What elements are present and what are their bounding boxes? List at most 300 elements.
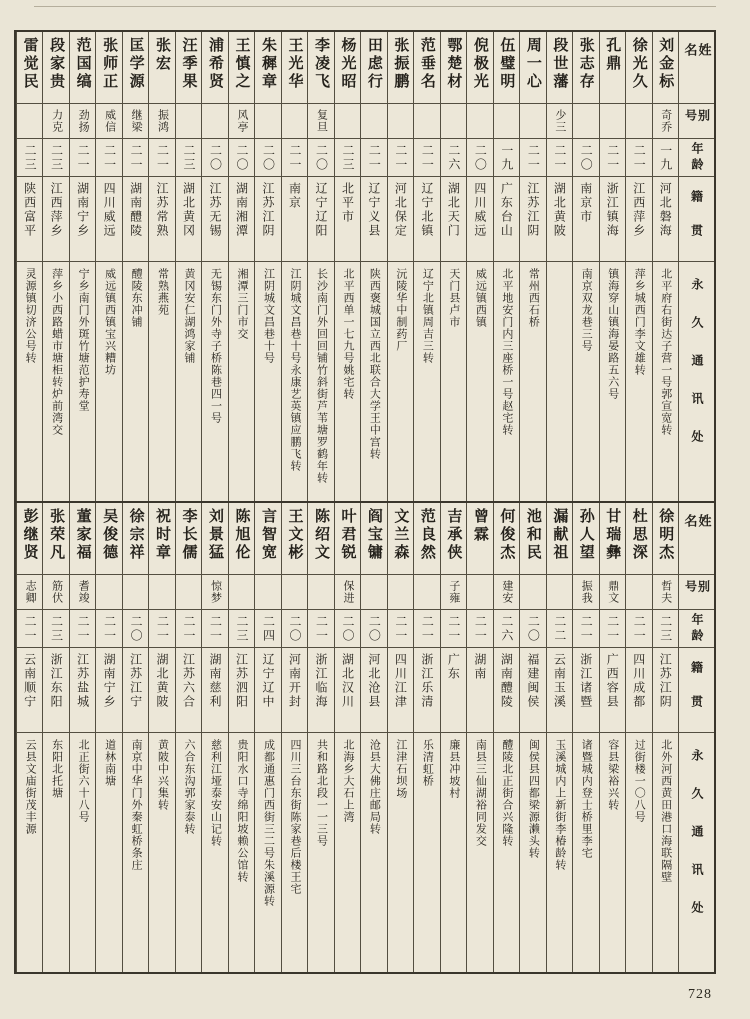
entry-age-text: 二三 bbox=[49, 143, 64, 172]
entry-column bbox=[254, 32, 280, 501]
entry-name-text: 何俊杰 bbox=[498, 508, 515, 562]
entry-age-text: 二一 bbox=[393, 143, 408, 172]
entry-cell-name bbox=[176, 503, 201, 575]
entry-name-text: 孙人望 bbox=[577, 508, 594, 562]
entry-age-text: 二一 bbox=[420, 143, 435, 172]
entry-cell-alias bbox=[149, 104, 174, 139]
entry-alias-text: 复旦 bbox=[315, 109, 328, 133]
entry-age-text: 二一 bbox=[367, 143, 382, 172]
entry-address-text: 闽侯县四都梁源濑头转 bbox=[527, 739, 540, 859]
entry-age-text: 二〇 bbox=[261, 143, 276, 172]
entry-cell-alias bbox=[547, 104, 572, 139]
entry-age-text: 二一 bbox=[605, 614, 620, 643]
entry-age-text: 二一 bbox=[632, 143, 647, 172]
entry-cell-alias bbox=[202, 104, 227, 139]
entry-cell-age bbox=[70, 610, 95, 648]
entry-origin-text: 四川江津 bbox=[393, 653, 408, 709]
entry-name-text: 吉承侠 bbox=[445, 508, 462, 562]
entry-name-text: 张振鹏 bbox=[392, 37, 409, 91]
entry-alias-text: 保进 bbox=[341, 580, 354, 604]
entry-cell-name bbox=[441, 32, 466, 104]
entry-origin-text: 四川成都 bbox=[631, 653, 646, 709]
entry-cell-origin bbox=[308, 177, 333, 262]
entry-address-text: 天门县卢市 bbox=[447, 268, 460, 328]
entry-name-text: 董家福 bbox=[74, 508, 91, 562]
entry-cell-origin bbox=[388, 648, 413, 733]
entry-age-text: 二〇 bbox=[314, 143, 329, 172]
entry-name-text: 刘景猛 bbox=[207, 508, 224, 562]
entry-cell-alias bbox=[282, 104, 307, 139]
entry-address-text: 黄陂中兴集转 bbox=[156, 739, 169, 811]
entry-cell-age bbox=[441, 610, 466, 648]
entry-cell-name bbox=[573, 32, 598, 104]
entry-name-text: 张志存 bbox=[577, 37, 594, 91]
entry-cell-age bbox=[255, 139, 280, 177]
entry-cell-origin bbox=[361, 177, 386, 262]
entry-cell-name bbox=[388, 503, 413, 575]
entry-column bbox=[228, 32, 254, 501]
entry-cell-address bbox=[308, 733, 333, 972]
entry-cell-alias bbox=[43, 104, 68, 139]
entry-origin-text: 江西萍乡 bbox=[49, 182, 64, 238]
entry-cell-alias bbox=[653, 104, 678, 139]
header-label-alias: 别号 bbox=[683, 580, 711, 596]
entry-cell-alias bbox=[335, 104, 360, 139]
entry-name-text: 浦希贤 bbox=[207, 37, 224, 91]
entry-address-text: 北海乡大石上湾 bbox=[341, 739, 354, 823]
entry-cell-origin bbox=[123, 177, 148, 262]
entry-cell-alias bbox=[17, 104, 42, 139]
entry-age-text: 二一 bbox=[76, 143, 91, 172]
entry-cell-name bbox=[96, 32, 121, 104]
entry-age-text: 一九 bbox=[499, 143, 514, 172]
entry-cell-origin bbox=[414, 648, 439, 733]
entry-alias-text: 惊梦 bbox=[209, 580, 222, 604]
entry-age-text: 二一 bbox=[446, 614, 461, 643]
entry-cell-origin bbox=[494, 177, 519, 262]
entry-column bbox=[254, 503, 280, 972]
entry-cell-origin bbox=[70, 177, 95, 262]
entry-column bbox=[387, 503, 413, 972]
entry-cell-age bbox=[626, 610, 651, 648]
entry-name-text: 曾霖 bbox=[471, 508, 488, 544]
entry-column bbox=[493, 32, 519, 501]
entry-column bbox=[493, 503, 519, 972]
entry-name-text: 徐明杰 bbox=[657, 508, 674, 562]
entry-cell-alias bbox=[43, 575, 68, 610]
entry-cell-name bbox=[653, 503, 678, 575]
entry-cell-address bbox=[149, 733, 174, 972]
entry-origin-text: 湖北黄陂 bbox=[552, 182, 567, 238]
entry-origin-text: 广东台山 bbox=[499, 182, 514, 238]
entry-address-text: 辽宁北镇周吉三转 bbox=[421, 268, 434, 364]
entry-cell-age bbox=[467, 139, 492, 177]
entry-column bbox=[440, 503, 466, 972]
entry-cell-alias bbox=[626, 575, 651, 610]
entry-cell-age bbox=[361, 139, 386, 177]
entry-address-text: 威远镇西镇 bbox=[474, 268, 487, 328]
header-cell-alias bbox=[679, 575, 714, 610]
entry-cell-age bbox=[43, 139, 68, 177]
entry-age-text: 二一 bbox=[579, 614, 594, 643]
entry-cell-origin bbox=[626, 177, 651, 262]
entry-address-text: 贵阳水口寺绵阳坡赖公馆转 bbox=[236, 739, 248, 883]
header-cell-name bbox=[679, 32, 714, 104]
entry-address-text: 廉县冲坡村 bbox=[447, 739, 460, 799]
directory-table bbox=[14, 30, 716, 974]
entry-column bbox=[307, 503, 333, 972]
entry-column bbox=[281, 32, 307, 501]
entry-column bbox=[599, 503, 625, 972]
entry-cell-name bbox=[17, 32, 42, 104]
entry-alias-text: 建安 bbox=[500, 580, 513, 604]
entry-cell-name bbox=[308, 32, 333, 104]
entry-address-text: 黄冈安仁湖鸿家铺 bbox=[183, 268, 196, 364]
entry-cell-name bbox=[547, 32, 572, 104]
entry-cell-name bbox=[43, 32, 68, 104]
entry-cell-age bbox=[70, 139, 95, 177]
entry-cell-address bbox=[335, 733, 360, 972]
entry-cell-origin bbox=[255, 648, 280, 733]
entry-age-text: 二〇 bbox=[473, 143, 488, 172]
entry-cell-alias bbox=[573, 575, 598, 610]
entry-cell-address bbox=[573, 262, 598, 501]
entry-column bbox=[42, 503, 68, 972]
entry-cell-name bbox=[600, 503, 625, 575]
entry-origin-text: 浙江诸暨 bbox=[578, 653, 593, 709]
entry-alias-text: 筋伏 bbox=[50, 580, 63, 604]
entry-column bbox=[625, 32, 651, 501]
entry-age-text: 二〇 bbox=[526, 614, 541, 643]
entry-origin-text: 江苏江阴 bbox=[658, 653, 673, 709]
entry-cell-name bbox=[361, 32, 386, 104]
entry-cell-name bbox=[96, 503, 121, 575]
entry-name-text: 范良然 bbox=[418, 508, 435, 562]
entry-column bbox=[519, 503, 545, 972]
entry-age-text: 二〇 bbox=[579, 143, 594, 172]
entry-cell-name bbox=[626, 503, 651, 575]
entry-origin-text: 河北沧县 bbox=[366, 653, 381, 709]
entry-cell-name bbox=[149, 32, 174, 104]
entry-cell-age bbox=[335, 610, 360, 648]
entry-cell-address bbox=[123, 262, 148, 501]
entry-cell-address bbox=[96, 733, 121, 972]
entry-cell-address bbox=[176, 733, 201, 972]
entry-age-text: 二六 bbox=[446, 143, 461, 172]
header-cell-name bbox=[679, 503, 714, 575]
entry-cell-age bbox=[414, 610, 439, 648]
entry-name-text: 阎宝镛 bbox=[365, 508, 382, 562]
entry-cell-age bbox=[653, 610, 678, 648]
entry-column bbox=[519, 32, 545, 501]
entry-alias-text: 威信 bbox=[103, 109, 116, 133]
entry-origin-text: 湖南醴陵 bbox=[499, 653, 514, 709]
entry-cell-origin bbox=[17, 177, 42, 262]
page-number: 728 bbox=[688, 987, 712, 1002]
entry-cell-address bbox=[202, 733, 227, 972]
entry-cell-age bbox=[520, 139, 545, 177]
entry-name-text: 鄂楚材 bbox=[445, 37, 462, 91]
entry-column bbox=[228, 503, 254, 972]
entry-cell-alias bbox=[202, 575, 227, 610]
entry-age-text: 二三 bbox=[340, 143, 355, 172]
entry-column bbox=[466, 32, 492, 501]
entry-cell-origin bbox=[494, 648, 519, 733]
entry-cell-age bbox=[308, 610, 333, 648]
header-cell-origin bbox=[679, 648, 714, 733]
entry-column bbox=[652, 503, 678, 972]
entry-address-text: 南京中华门外秦虹桥条庄 bbox=[130, 739, 143, 871]
entry-cell-alias bbox=[467, 104, 492, 139]
entry-cell-address bbox=[441, 733, 466, 972]
entry-cell-address bbox=[494, 733, 519, 972]
entry-age-text: 二一 bbox=[23, 614, 38, 643]
entry-cell-name bbox=[494, 503, 519, 575]
entry-origin-text: 湖南醴陵 bbox=[128, 182, 143, 238]
entry-alias-text: 鼎文 bbox=[606, 580, 619, 604]
entry-cell-address bbox=[520, 262, 545, 501]
entry-column bbox=[95, 503, 121, 972]
entry-cell-alias bbox=[626, 104, 651, 139]
entry-cell-age bbox=[494, 610, 519, 648]
entry-origin-text: 江苏六合 bbox=[181, 653, 196, 709]
entry-cell-origin bbox=[573, 177, 598, 262]
header-cell-age bbox=[679, 610, 714, 648]
entry-cell-origin bbox=[149, 177, 174, 262]
entry-age-text: 一九 bbox=[658, 143, 673, 172]
entry-column bbox=[16, 503, 42, 972]
entry-column bbox=[148, 32, 174, 501]
entry-cell-origin bbox=[573, 648, 598, 733]
entry-age-text: 二一 bbox=[102, 614, 117, 643]
entry-column bbox=[42, 32, 68, 501]
entry-cell-alias bbox=[335, 575, 360, 610]
entry-cell-alias bbox=[467, 575, 492, 610]
header-label-origin: 籍贯 bbox=[689, 661, 704, 729]
entry-age-text: 二三 bbox=[182, 143, 197, 172]
entry-cell-origin bbox=[149, 648, 174, 733]
entry-cell-name bbox=[43, 503, 68, 575]
entry-origin-text: 北平市 bbox=[340, 182, 355, 224]
entry-cell-address bbox=[573, 733, 598, 972]
entry-column bbox=[16, 32, 42, 501]
entry-cell-origin bbox=[123, 648, 148, 733]
entry-address-text: 沧县大佛庄邮局转 bbox=[368, 739, 381, 835]
entry-alias-text: 继梁 bbox=[130, 109, 143, 133]
entry-cell-name bbox=[520, 32, 545, 104]
entry-address-text: 过街楼一〇八号 bbox=[633, 739, 646, 823]
entry-column bbox=[175, 503, 201, 972]
entry-column bbox=[122, 503, 148, 972]
entry-age-text: 二一 bbox=[473, 614, 488, 643]
entry-origin-text: 辽宁辽中 bbox=[260, 653, 275, 709]
entry-cell-age bbox=[653, 139, 678, 177]
entry-origin-text: 四川威远 bbox=[102, 182, 117, 238]
entry-column bbox=[572, 503, 598, 972]
header-cell-alias bbox=[679, 104, 714, 139]
entry-cell-age bbox=[573, 610, 598, 648]
entry-cell-origin bbox=[520, 648, 545, 733]
entry-address-text: 沅陵华中制药厂 bbox=[394, 268, 407, 352]
entry-cell-address bbox=[335, 262, 360, 501]
entry-name-text: 倪极光 bbox=[471, 37, 488, 91]
entry-column bbox=[281, 503, 307, 972]
entry-cell-address bbox=[70, 733, 95, 972]
entry-origin-text: 湖南慈利 bbox=[208, 653, 223, 709]
header-label-name: 姓名 bbox=[682, 514, 712, 547]
entry-name-text: 孔鼎 bbox=[604, 37, 621, 73]
entry-age-text: 二〇 bbox=[367, 614, 382, 643]
entry-origin-text: 河北磐海 bbox=[658, 182, 673, 238]
entry-origin-text: 湖北黄陂 bbox=[155, 653, 170, 709]
entry-cell-origin bbox=[653, 177, 678, 262]
entry-origin-text: 广西容县 bbox=[605, 653, 620, 709]
entry-age-text: 二一 bbox=[182, 614, 197, 643]
entry-cell-age bbox=[600, 610, 625, 648]
entry-age-text: 二一 bbox=[632, 614, 647, 643]
entry-cell-address bbox=[388, 262, 413, 501]
entry-origin-text: 湖北天门 bbox=[446, 182, 461, 238]
entry-column bbox=[122, 32, 148, 501]
entry-alias-text: 劲扬 bbox=[77, 109, 90, 133]
entry-alias-text: 哲夫 bbox=[659, 580, 672, 604]
entry-cell-name bbox=[600, 32, 625, 104]
entry-cell-age bbox=[123, 610, 148, 648]
entry-address-text: 萍乡小西路蜡市塘柜转炉前湾交 bbox=[50, 268, 63, 436]
entry-cell-address bbox=[600, 262, 625, 501]
header-label-age: 年龄 bbox=[690, 141, 704, 174]
entry-cell-age bbox=[17, 139, 42, 177]
entry-name-text: 言智宽 bbox=[259, 508, 276, 562]
entry-name-text: 徐宗祥 bbox=[127, 508, 144, 562]
entry-cell-alias bbox=[520, 104, 545, 139]
entry-column bbox=[334, 32, 360, 501]
entry-cell-address bbox=[547, 262, 572, 501]
entry-cell-age bbox=[96, 139, 121, 177]
entry-name-text: 周一心 bbox=[524, 37, 541, 91]
entry-cell-alias bbox=[123, 575, 148, 610]
entry-origin-text: 福建闽侯 bbox=[525, 653, 540, 709]
entry-alias-text: 子雍 bbox=[447, 580, 460, 604]
entry-origin-text: 陕西富平 bbox=[22, 182, 37, 238]
entry-cell-address bbox=[282, 262, 307, 501]
entry-origin-text: 江西萍乡 bbox=[631, 182, 646, 238]
entry-cell-age bbox=[520, 610, 545, 648]
entry-cell-address bbox=[202, 262, 227, 501]
entry-cell-alias bbox=[123, 104, 148, 139]
entry-cell-address bbox=[17, 262, 42, 501]
header-label-origin: 籍贯 bbox=[689, 190, 704, 258]
entry-cell-origin bbox=[282, 177, 307, 262]
entry-cell-name bbox=[414, 503, 439, 575]
entry-origin-text: 浙江东阳 bbox=[49, 653, 64, 709]
entry-name-text: 段家贵 bbox=[48, 37, 65, 91]
entry-cell-alias bbox=[414, 575, 439, 610]
entry-cell-alias bbox=[282, 575, 307, 610]
entry-cell-alias bbox=[308, 104, 333, 139]
entry-name-text: 范垂名 bbox=[418, 37, 435, 91]
entry-cell-alias bbox=[229, 575, 254, 610]
entry-cell-alias bbox=[308, 575, 333, 610]
entry-origin-text: 河南开封 bbox=[287, 653, 302, 709]
entry-cell-alias bbox=[494, 575, 519, 610]
entry-cell-name bbox=[520, 503, 545, 575]
entry-cell-origin bbox=[96, 177, 121, 262]
entry-origin-text: 江苏无锡 bbox=[208, 182, 223, 238]
entry-cell-name bbox=[229, 503, 254, 575]
entry-alias-text: 志卿 bbox=[24, 580, 37, 604]
entry-cell-alias bbox=[600, 575, 625, 610]
entry-age-text: 二二 bbox=[552, 614, 567, 643]
entry-cell-age bbox=[202, 610, 227, 648]
entry-cell-address bbox=[653, 733, 678, 972]
entry-name-text: 范国缟 bbox=[74, 37, 91, 91]
entry-cell-name bbox=[414, 32, 439, 104]
entry-address-text: 湘潭三门市交 bbox=[236, 268, 248, 340]
entry-cell-address bbox=[96, 262, 121, 501]
entry-cell-age bbox=[626, 139, 651, 177]
entry-address-text: 灵源镇切济公号转 bbox=[24, 268, 37, 364]
entry-cell-name bbox=[626, 32, 651, 104]
entry-cell-age bbox=[282, 139, 307, 177]
entry-column bbox=[546, 32, 572, 501]
entry-name-text: 杜思深 bbox=[630, 508, 647, 562]
entry-name-text: 杨光昭 bbox=[339, 37, 356, 91]
entry-cell-age bbox=[149, 610, 174, 648]
entry-age-text: 二一 bbox=[208, 614, 223, 643]
entry-cell-age bbox=[441, 139, 466, 177]
entry-origin-text: 南京市 bbox=[578, 182, 593, 224]
entry-cell-alias bbox=[361, 104, 386, 139]
entry-age-text: 二一 bbox=[155, 143, 170, 172]
entry-cell-origin bbox=[441, 648, 466, 733]
entry-cell-age bbox=[176, 610, 201, 648]
entry-age-text: 二四 bbox=[261, 614, 276, 643]
entry-cell-address bbox=[255, 262, 280, 501]
entry-age-text: 二三 bbox=[49, 614, 64, 643]
entry-age-text: 二一 bbox=[76, 614, 91, 643]
entry-alias-text: 耆竣 bbox=[77, 580, 90, 604]
entry-cell-name bbox=[308, 503, 333, 575]
entry-column bbox=[69, 32, 95, 501]
entry-cell-alias bbox=[494, 104, 519, 139]
entry-cell-origin bbox=[653, 648, 678, 733]
entry-cell-age bbox=[335, 139, 360, 177]
entry-cell-address bbox=[229, 733, 254, 972]
entry-origin-text: 云南玉溪 bbox=[552, 653, 567, 709]
entry-origin-text: 浙江乐清 bbox=[419, 653, 434, 709]
entry-origin-text: 辽宁义县 bbox=[366, 182, 381, 238]
entry-column bbox=[307, 32, 333, 501]
entry-alias-text: 振我 bbox=[580, 580, 593, 604]
entry-cell-address bbox=[149, 262, 174, 501]
entry-name-text: 王光华 bbox=[286, 37, 303, 91]
entry-name-text: 彭继贤 bbox=[21, 508, 38, 562]
entry-column bbox=[625, 503, 651, 972]
entry-origin-text: 湖南湘潭 bbox=[234, 182, 249, 238]
entry-cell-alias bbox=[229, 104, 254, 139]
entry-name-text: 甘瑞彝 bbox=[604, 508, 621, 562]
entry-column bbox=[546, 503, 572, 972]
entry-address-text: 陕西褒城国立西北联合大学王中宫转 bbox=[368, 268, 381, 460]
entry-cell-age bbox=[202, 139, 227, 177]
entry-cell-address bbox=[70, 262, 95, 501]
entry-address-text: 宁乡南门外斑竹塘范护寿堂 bbox=[77, 268, 90, 412]
entry-cell-name bbox=[573, 503, 598, 575]
entry-cell-address bbox=[361, 733, 386, 972]
table-section-bottom bbox=[16, 503, 714, 972]
entry-cell-alias bbox=[441, 104, 466, 139]
